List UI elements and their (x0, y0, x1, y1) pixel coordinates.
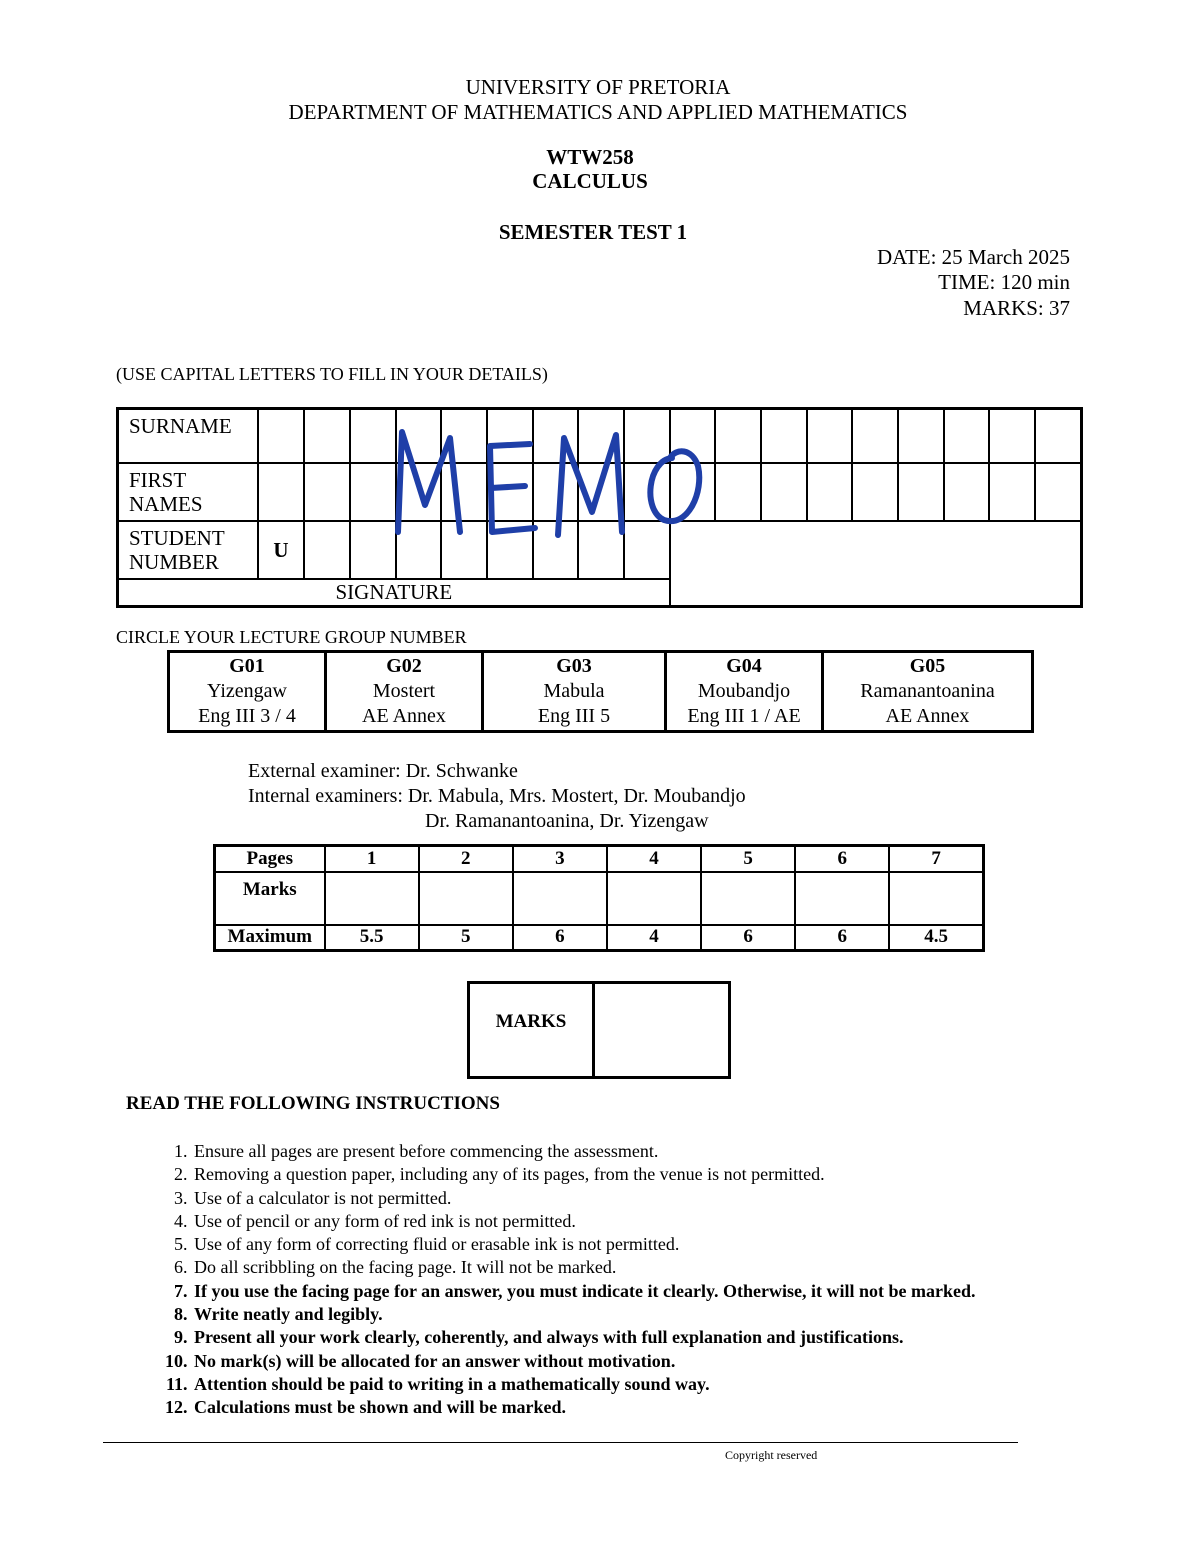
group-code: G02 (386, 655, 422, 677)
instruction-item: 10. No mark(s) will be allocated for an answer without motivation. (192, 1350, 1042, 1373)
footer-rule (103, 1442, 1018, 1443)
group-venue: Eng III 5 (537, 705, 611, 727)
page-maximum: 6 (795, 925, 889, 951)
test-date: DATE: 25 March 2025 (876, 245, 1070, 269)
lecture-group-table (167, 650, 1034, 733)
page-mark-box[interactable] (419, 872, 513, 925)
course-code: WTW258 (546, 145, 634, 169)
first-names-box[interactable] (989, 463, 1035, 521)
surname-box[interactable] (898, 409, 944, 463)
first-names-box[interactable] (715, 463, 761, 521)
page-maximum: 6 (513, 925, 607, 951)
handwritten-memo-text: MEMO (380, 420, 384, 421)
page-maximum: 4 (607, 925, 701, 951)
first-names-box[interactable] (898, 463, 944, 521)
internal-examiners: Internal examiners: Dr. Mabula, Mrs. Mostert, Dr. Moubandjo (248, 785, 746, 807)
test-time: TIME: 120 min (938, 270, 1070, 294)
group-lecturer: Mabula (543, 680, 605, 702)
surname-box[interactable] (1035, 409, 1081, 463)
instruction-item: 9. Present all your work clearly, coherently, and always with full explanation and justifications. (192, 1326, 1042, 1349)
student-number-box[interactable] (304, 521, 350, 579)
first-names-box[interactable] (807, 463, 853, 521)
group-lecturer: Yizengaw (207, 680, 287, 702)
page-maximum: 5.5 (325, 925, 419, 951)
group-venue: Eng III 3 / 4 (198, 705, 296, 727)
student-number-label: STUDENT NUMBER (118, 521, 258, 579)
surname-box[interactable] (944, 409, 990, 463)
group-venue: Eng III 1 / AE (687, 705, 801, 727)
internal-examiners-continued: Dr. Ramanantoanina, Dr. Yizengaw (425, 810, 709, 832)
page-maximum: 4.5 (889, 925, 983, 951)
page-mark-box[interactable] (889, 872, 983, 925)
surname-box[interactable] (304, 409, 350, 463)
group-instruction: CIRCLE YOUR LECTURE GROUP NUMBER (116, 627, 467, 647)
first-names-box[interactable] (304, 463, 350, 521)
instructions-list (158, 1140, 1042, 1420)
page-number: 6 (795, 846, 889, 872)
instruction-item: 1. Ensure all pages are present before commencing the assessment. (192, 1140, 1042, 1163)
instruction-item: 7. If you use the facing page for an answer, you must indicate it clearly. Otherwise, it will not be marked. (192, 1280, 1042, 1303)
group-code: G05 (909, 655, 946, 677)
instruction-item: 2. Removing a question paper, including any of its pages, from the venue is not permitted. (192, 1163, 1042, 1186)
department-name: DEPARTMENT OF MATHEMATICS AND APPLIED MATHEMATICS (288, 100, 908, 124)
marks-label: Marks (215, 872, 325, 925)
group-g05[interactable] (823, 652, 1033, 732)
group-g03[interactable] (483, 652, 666, 732)
copyright-notice: Copyright reserved (725, 1448, 818, 1462)
instruction-item: 4. Use of pencil or any form of red ink is not permitted. (192, 1210, 1042, 1233)
surname-box[interactable] (258, 409, 304, 463)
student-number-prefix: U (258, 521, 304, 579)
first-names-box[interactable] (944, 463, 990, 521)
page-maximum: 6 (701, 925, 795, 951)
test-name: SEMESTER TEST 1 (498, 220, 688, 244)
total-marks-box (467, 981, 731, 1079)
group-g04[interactable] (666, 652, 823, 732)
instruction-item: 12. Calculations must be shown and will be marked. (192, 1396, 1042, 1419)
page-mark-box[interactable] (325, 872, 419, 925)
university-name: UNIVERSITY OF PRETORIA (465, 75, 731, 99)
surname-box[interactable] (807, 409, 853, 463)
first-names-box[interactable] (1035, 463, 1081, 521)
instructions-title: READ THE FOLLOWING INSTRUCTIONS (126, 1093, 500, 1114)
page-number: 3 (513, 846, 607, 872)
group-code: G04 (726, 655, 762, 677)
signature-box[interactable] (670, 521, 1082, 607)
page-number: 7 (889, 846, 983, 872)
page-mark-box[interactable] (701, 872, 795, 925)
page-mark-box[interactable] (795, 872, 889, 925)
page-maximum: 5 (419, 925, 513, 951)
course-name: CALCULUS (532, 169, 648, 193)
total-marks-entry[interactable] (595, 984, 728, 1076)
group-venue: AE Annex (362, 705, 446, 727)
group-venue: AE Annex (885, 705, 970, 727)
instruction-item: 11. Attention should be paid to writing in a mathematically sound way. (192, 1373, 1042, 1396)
signature-label: SIGNATURE (118, 579, 670, 607)
marks-per-page-table (213, 844, 985, 952)
surname-box[interactable] (761, 409, 807, 463)
first-names-box[interactable] (761, 463, 807, 521)
instruction-item: 5. Use of any form of correcting fluid or erasable ink is not permitted. (192, 1233, 1042, 1256)
handwritten-memo-mark (380, 420, 720, 550)
page-number: 2 (419, 846, 513, 872)
group-code: G01 (229, 655, 265, 677)
group-code: G03 (556, 655, 592, 677)
group-lecturer: Moubandjo (697, 680, 791, 702)
instruction-item: 6. Do all scribbling on the facing page. It will not be marked. (192, 1256, 1042, 1279)
group-g02[interactable] (326, 652, 483, 732)
test-marks: MARKS: 37 (963, 296, 1070, 320)
marks-box-label: MARKS (495, 1011, 567, 1032)
surname-box[interactable] (715, 409, 761, 463)
instruction-item: 8. Write neatly and legibly. (192, 1303, 1042, 1326)
details-instruction: (USE CAPITAL LETTERS TO FILL IN YOUR DETAILS) (116, 364, 548, 384)
first-names-box[interactable] (852, 463, 898, 521)
maximum-label: Maximum (215, 925, 325, 951)
page-number: 5 (701, 846, 795, 872)
page-number: 1 (325, 846, 419, 872)
first-names-label: FIRST NAMES (118, 463, 258, 521)
surname-box[interactable] (852, 409, 898, 463)
surname-label: SURNAME (118, 409, 258, 463)
page-number: 4 (607, 846, 701, 872)
pages-label: Pages (215, 846, 325, 872)
surname-box[interactable] (989, 409, 1035, 463)
group-g01[interactable] (169, 652, 326, 732)
first-names-box[interactable] (258, 463, 304, 521)
page-mark-box[interactable] (513, 872, 607, 925)
group-lecturer: Ramanantoanina (860, 680, 995, 702)
instruction-item: 3. Use of a calculator is not permitted. (192, 1187, 1042, 1210)
external-examiner: External examiner: Dr. Schwanke (248, 760, 518, 782)
page-mark-box[interactable] (607, 872, 701, 925)
group-lecturer: Mostert (372, 680, 436, 702)
